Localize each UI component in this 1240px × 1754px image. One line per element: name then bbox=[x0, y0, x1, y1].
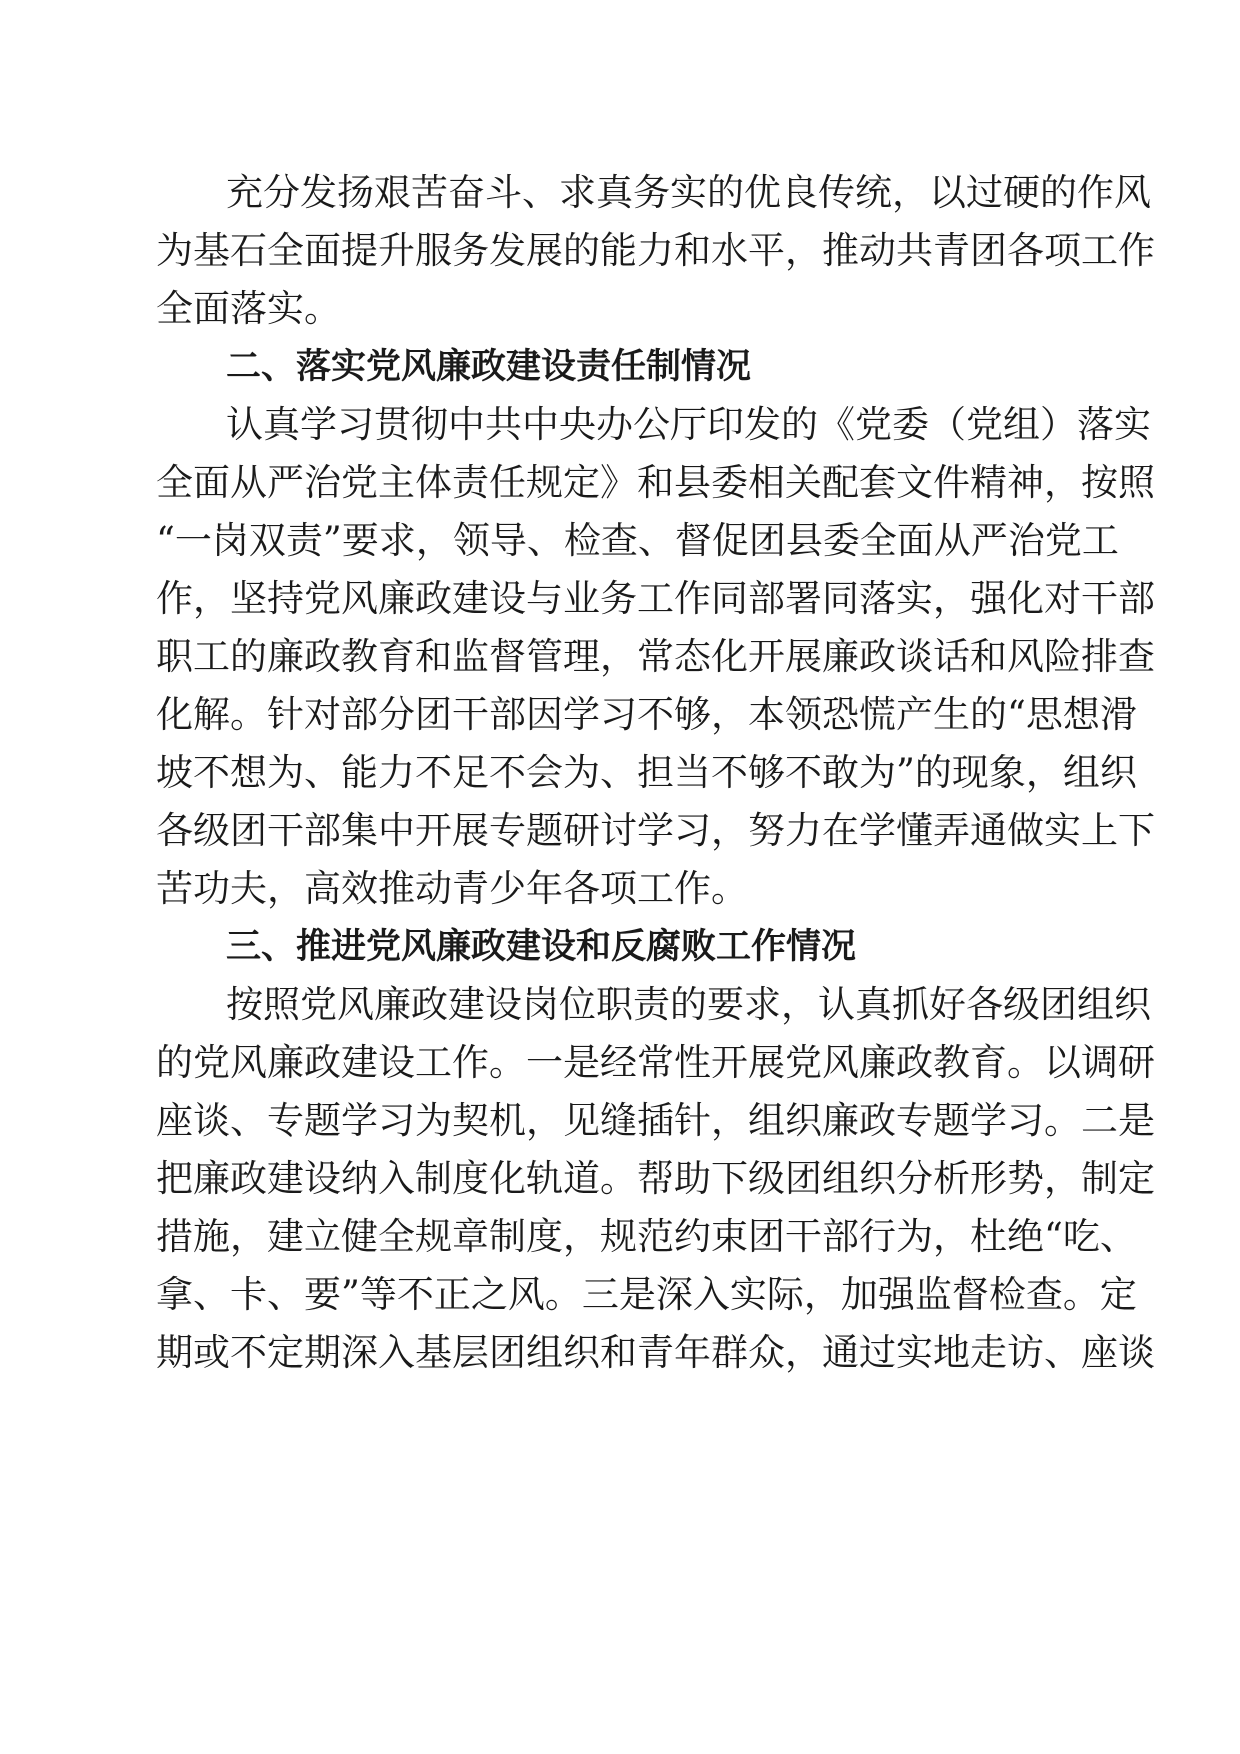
section-2-line: 苦功夫，高效推动青少年各项工作。 bbox=[156, 867, 748, 910]
section-3-line: 的党风廉政建设工作。一是经常性开展党风廉政教育。以调研 bbox=[156, 1041, 1155, 1084]
paragraph-1-line: 充分发扬艰苦奋斗、求真务实的优良传统，以过硬的作风 bbox=[226, 171, 1151, 214]
section-2-line: 各级团干部集中开展专题研讨学习，努力在学懂弄通做实上下 bbox=[156, 809, 1155, 852]
document-page bbox=[156, 0, 1155, 1754]
section-2-line: 坡不想为、能力不足不会为、担当不够不敢为”的现象，组织 bbox=[156, 751, 1137, 794]
section-2-line: 认真学习贯彻中共中央办公厅印发的《党委（党组）落实 bbox=[226, 403, 1151, 446]
section-3-line: 把廉政建设纳入制度化轨道。帮助下级团组织分析形势，制定 bbox=[156, 1157, 1155, 1200]
section-3-line: 座谈、专题学习为契机，见缝插针，组织廉政专题学习。二是 bbox=[156, 1099, 1155, 1142]
section-2-line: 全面从严治党主体责任规定》和县委相关配套文件精神，按照 bbox=[156, 461, 1155, 504]
section-2-heading: 二、落实党风廉政建设责任制情况 bbox=[226, 347, 752, 387]
paragraph-1-line: 全面落实。 bbox=[156, 287, 341, 330]
section-2-line: 职工的廉政教育和监督管理，常态化开展廉政谈话和风险排查 bbox=[156, 635, 1155, 678]
section-3-heading: 三、推进党风廉政建设和反腐败工作情况 bbox=[226, 927, 857, 967]
paragraph-1-line: 为基石全面提升服务发展的能力和水平，推动共青团各项工作 bbox=[156, 229, 1155, 272]
section-3-line: 期或不定期深入基层团组织和青年群众，通过实地走访、座谈 bbox=[156, 1331, 1155, 1374]
section-3-line: 拿、卡、要”等不正之风。三是深入实际，加强监督检查。定 bbox=[156, 1273, 1137, 1316]
section-2-line: 化解。针对部分团干部因学习不够，本领恐慌产生的“思想滑 bbox=[156, 693, 1137, 736]
section-3-line: 措施，建立健全规章制度，规范约束团干部行为，杜绝“吃、 bbox=[156, 1215, 1137, 1258]
section-2-line: “一岗双责”要求，领导、检查、督促团县委全面从严治党工 bbox=[156, 519, 1119, 562]
section-3-line: 按照党风廉政建设岗位职责的要求，认真抓好各级团组织 bbox=[226, 983, 1151, 1026]
section-2-line: 作，坚持党风廉政建设与业务工作同部署同落实，强化对干部 bbox=[156, 577, 1155, 620]
